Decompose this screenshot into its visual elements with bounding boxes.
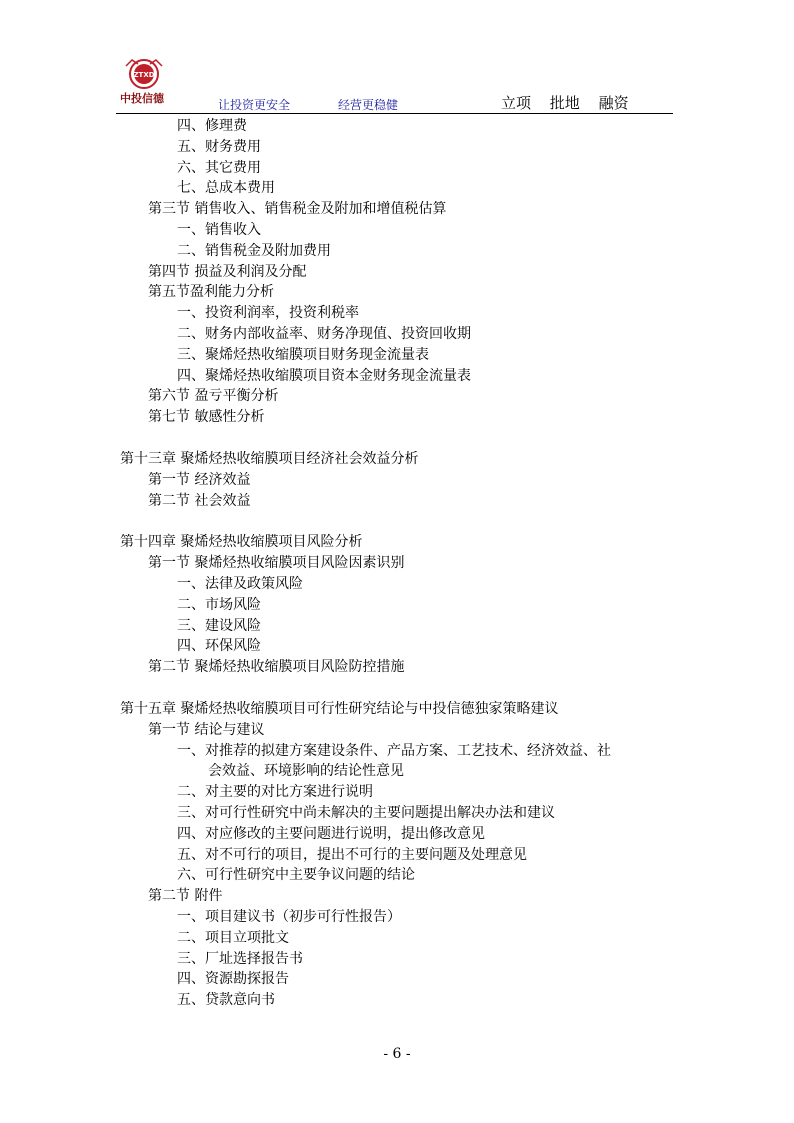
toc-section: 第三节 销售收入、销售税金及附加和增值税估算: [148, 201, 447, 218]
toc-section: 第五节盈利能力分析: [148, 284, 274, 301]
service-item: 融资: [598, 94, 629, 112]
page-number: - 6 -: [383, 1046, 411, 1062]
toc-section: 第一节 经济效益: [148, 471, 251, 488]
toc-item: 五、财务费用: [177, 138, 261, 155]
toc-item: 四、环保风险: [177, 638, 261, 655]
toc-item: 一、对推荐的拟建方案建设条件、产品方案、工艺技术、经济效益、社: [177, 742, 611, 759]
toc-item: 三、建设风险: [177, 617, 261, 634]
toc-item: 四、对应修改的主要问题进行说明，提出修改意见: [177, 825, 485, 842]
toc-item-continued: 会效益、环境影响的结论性意见: [208, 763, 404, 780]
toc-item: 五、贷款意向书: [177, 992, 275, 1009]
toc-section: 第七节 敏感性分析: [148, 409, 265, 426]
toc-item: 六、其它费用: [177, 159, 261, 176]
toc-item: 一、法律及政策风险: [177, 576, 303, 592]
toc-item: 二、市场风险: [177, 596, 261, 613]
toc-section: 第六节 盈亏平衡分析: [148, 388, 279, 405]
page-header: [116, 56, 673, 116]
toc-section: 第二节 社会效益: [148, 492, 251, 509]
toc-item: 二、对主要的对比方案进行说明: [177, 784, 373, 801]
toc-item: 一、投资利润率，投资利税率: [177, 305, 359, 322]
toc-item: 二、财务内部收益率、财务净现值、投资回收期: [177, 326, 471, 342]
toc-chapter: 第十五章 聚烯烃热收缩膜项目可行性研究结论与中投信德独家策略建议: [120, 701, 559, 717]
slogan-left: 让投资更安全: [218, 98, 291, 112]
toc-section: 第一节 结论与建议: [148, 721, 265, 738]
toc-item: 三、聚烯烃热收缩膜项目财务现金流量表: [177, 346, 429, 363]
toc-item: 二、销售税金及附加费用: [177, 242, 331, 259]
logo-text: 中投信德: [120, 92, 164, 105]
services-list: [501, 92, 643, 113]
toc-item: 三、对可行性研究中尚未解决的主要问题提出解决办法和建议: [177, 805, 555, 821]
toc-item: 二、项目立项批文: [177, 929, 289, 946]
toc-section: 第二节 聚烯烃热收缩膜项目风险防控措施: [148, 659, 405, 676]
toc-section: 第二节 附件: [148, 888, 223, 905]
service-item: 批地: [549, 94, 580, 112]
toc-chapter: 第十三章 聚烯烃热收缩膜项目经济社会效益分析: [120, 451, 419, 467]
header-divider: [116, 113, 673, 114]
toc-item: 五、对不可行的项目，提出不可行的主要问题及处理意见: [177, 846, 527, 863]
slogan-right: 经营更稳健: [338, 98, 399, 112]
toc-section: 第一节 聚烯烃热收缩膜项目风险因素识别: [148, 555, 405, 572]
toc-chapter: 第十四章 聚烯烃热收缩膜项目风险分析: [120, 534, 363, 551]
toc-section: 第四节 损益及利润及分配: [148, 263, 307, 280]
toc-item: 一、项目建议书（初步可行性报告）: [177, 909, 401, 925]
logo-mark: ZTXD: [133, 71, 155, 79]
toc-item: 三、厂址选择报告书: [177, 950, 303, 967]
toc-item: 四、聚烯烃热收缩膜项目资本金财务现金流量表: [177, 367, 471, 384]
toc-item: 四、修理费: [177, 118, 247, 134]
toc-item: 四、资源勘探报告: [177, 971, 289, 988]
toc-item: 六、可行性研究中主要争议问题的结论: [177, 867, 415, 884]
service-item: 立项: [501, 94, 532, 112]
toc-item: 七、总成本费用: [177, 180, 275, 197]
toc-item: 一、销售收入: [177, 222, 261, 238]
